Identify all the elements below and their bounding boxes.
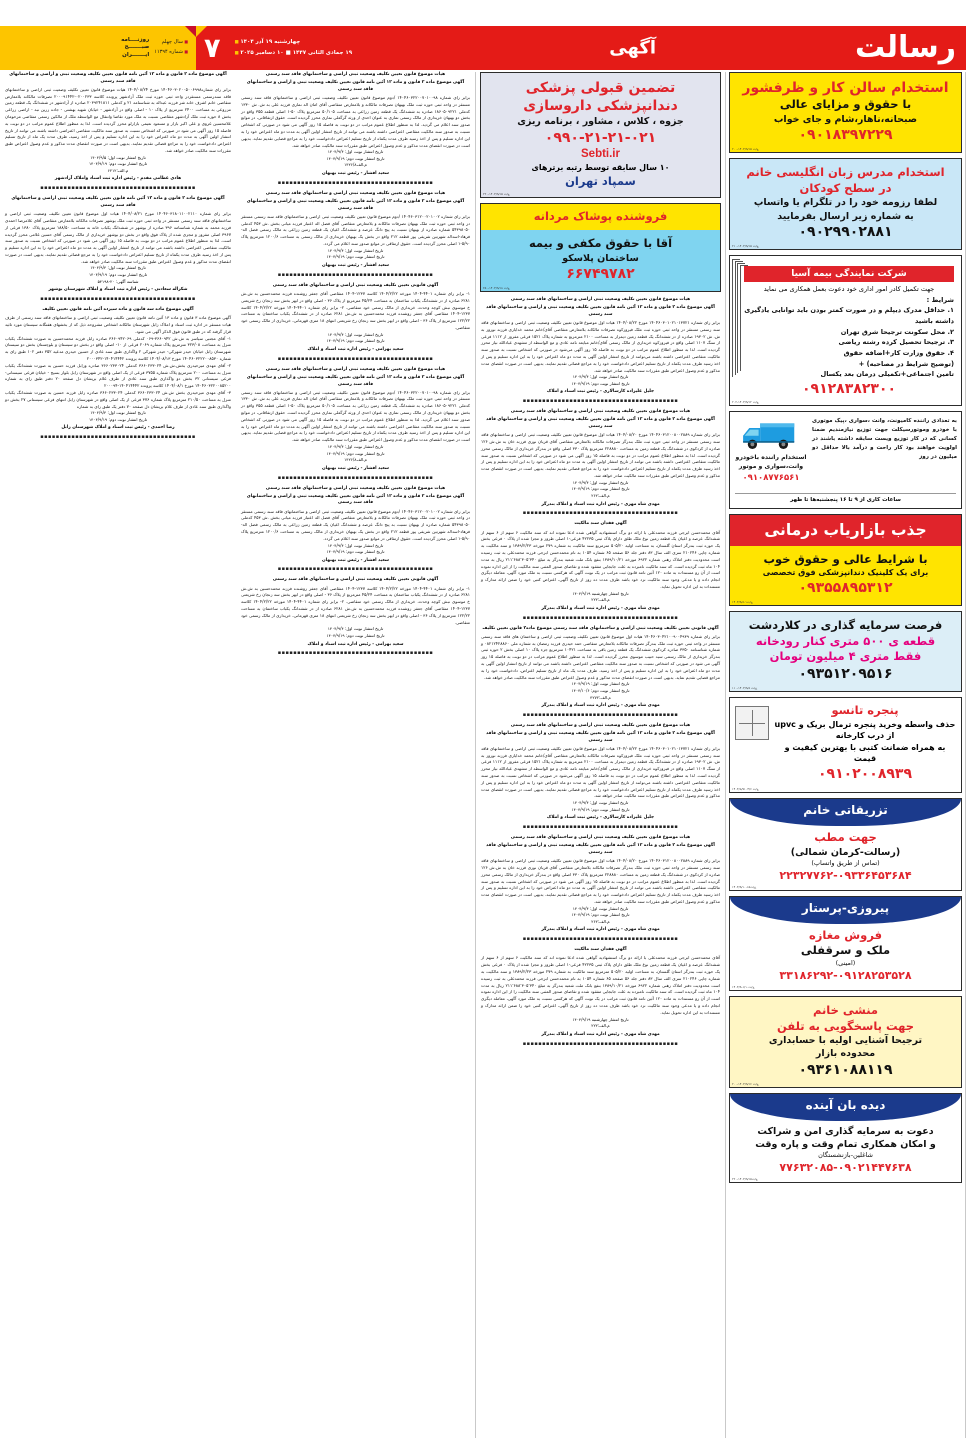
- notice-separator: ▪▪▪▪▪▪▪▪▪▪▪▪▪▪▪▪▪▪▪▪▪▪▪▪▪▪▪▪▪▪▪▪▪▪▪▪▪▪▪▪: [522, 399, 679, 405]
- ad-menswear-seller[interactable]: [480, 203, 721, 292]
- notice-heading: هیات موضوع قانون تعیین تکلیف وضعیت ثبتی اراضی و ساختمانهای فاقد سند رسمی: [265, 485, 446, 491]
- ad-body: [730, 826, 961, 890]
- ad-phone-number[interactable]: ۰۹۱۰۲۰۰۸۹۳۹: [818, 765, 912, 782]
- notice-subheading: آگهی موضوع ماده ۳ قانون و ماده ۱۳ آئین نامه قانون تعیین تکلیف وضعیت ثبتی و اراضی و ساختمانهای فاقد سند رسمی: [246, 199, 465, 211]
- condition-item: ۲. محل سکونت ترجیحا شرق تهران: [840, 327, 954, 336]
- window-text-line: از درب کارخانه: [835, 731, 895, 741]
- truck-caption-line: استخدام راننده باخودرو: [735, 454, 807, 462]
- notice-heading: هیات موضوع قانون تعیین تکلیف وضعیت ثبتی اراضی و ساختمانهای فاقد سند رسمی: [265, 190, 446, 196]
- notice-body-text: برابر رای شماره۱۴۰۴۶۰۳۰۲۰۰۵۰۰۶۹۹۸ مورخ ۱۴۰۴/۰۸/۲۴ هیات موضوع قانون تعیین تکلیف وضعیت ثبتی اراضی و ساختمانهای فاقد سندرسمی مستقردر واحد ثبتی حوزه ثبت ملک آزادشهر پرونده کلاسه ۰۲۰۰۲۳۳-۲۰۰۰۹۱۴۴۲ تصرفات مالکانه بلامعارض متقاضی خانم اشرف خانه شر فرزند عبداله به شناسنامه ۲۱ و کدملی ۲۰۳۹۲۴۱۸۱۱ صادره از آزادشهر در ششدانگ یک قطعه زمین مزروعی به مساحت ۲۴۰۰ مترمربع از پلاک ۱۰ - اصلی واقع در آزادشهر - خیابان شهید بهشتی - جاده زرین نبه - اراضی زراعی بخش ۸ حوزه ثبت ملک آزادشهر متقاضی نسبت به ملک مورد تقاضا وانتقال مع الواسطه ملک از مالکین رسمی متقاضی مرحومان غلامحسین غروی و علی اکبر بازار و مسعود نعیمی بازارلو محرز گردیده است. لذا به منظور اطلاع عموم مراتب در دو نوبت به فاصله ۱۵ روز آگهی می شود در صورتی که اشخاص نسبت به صدور سند مالکیت متقاضی اعتراضی داشته باشند می توانند از تاریخ انتشار اولین آگهی به مدت دو ماه اعتراض خود را به این اداره تسلیم و پس از اخذ رسید، ظرف مدت یک ماه از تاریخ تسلیم اعتراض دادخواست خود را به مراجع قضائی تقدیم نمایند. بدیهی است در صورت انقضای مدت مذکور و عدم وصول اعتراض طبق مقررات سند مالکیت صادر خواهد شد.: [5, 86, 232, 153]
- notice-signature: سعید افشار - رئیس ثبت بهبهان: [321, 557, 390, 563]
- ad-text-line: استخدام سالن کار و ظرفشور: [742, 80, 949, 96]
- ad-reference-stamp: خ/ت ۱۴۰۴/۹/۱۶-۲۰۰: [732, 1081, 759, 1086]
- notice-signature: سعید افشار - رئیس ثبت بهبهان: [321, 262, 390, 268]
- notice-publish-date-1: تاریخ انتشار نوبت اول: ۱۴۰۴/۹/۴: [327, 247, 384, 253]
- notice-publish-date-2: تاریخ انتشار نوبت دوم: ۱۴۰۴/۹/۱۹: [571, 806, 630, 812]
- notice-publish-date-1: تاریخ انتشار نوبت اول: ۱۴۰۴/۹/۴: [327, 444, 384, 450]
- notice-body-text: برابر رای شماره ۱۴۰۴۶۰۳۲۲۰۰۷۰۱۰۰۹۸ /دوم موضوع قانون تعیین تکلیف وضعیت ثبتی اراضی و ساختمانهای فاقد سند رسمی مستقر در واحد ثبتی حوزه ثبت ملک بهبهان تصرفات مالکانه و بلامعارض متقاضی آقای امان اله نماری فرزند علی به ش. ش ۱۳۳۰ کدملی ۱۸۶۰۵۰۹۲۲۱ صادره به ششدانگ یک قطعه زمین زراعی به مساحت ۵۰/۱۰۵ مترمربع پلاک ۵۰-۱ اصلی قطعه ۳۵۵ واقع در بخش دو بهبهان خریداری از مالک رسمی نماری به عنوان احدی از ورثه گرگعلی نماری محرز گردیده است. حقوق ارتفاقاتی، در موانع صدور سند اعلام می گردید. لذا به منظور اطلاع عموم مراتب در دو نوبت به فاصله ۱۵ روز آگهی می شود در صورتی که اشخاص نسبت به صدور سند مالکیت متقاضی اعتراضی داشته باشند می توانند از تاریخ انتشار اولین آگهی به مدت دو ماه اعتراض خود را به این اداره تسلیم و پس از اخذ رسید ظرف مدت یکماه از تاریخ تسلیم اعتراض دادخواست خود را به مراجع قضایی تقدیم نماید. بدیهی است در صورت انقضای مدت مذکور و عدم وصول اعتراض طبق مقررات سند مالکیت صادر خواهد شد.: [241, 389, 471, 443]
- window-brand-title: پنجره تانسو: [831, 702, 899, 717]
- notice-body-text: آگهی موضوع ماده ۳ قانون و ماده ۱۳ آئین نامه قانون تعیین تکلیف وضعیت ثبتی اراضی و ساختمانهای فاقد سند رسمی از طرف هیات مستقر در اداره ثبت اسناد و املاک زابل شهرستان مالکانه اشخاص مشروحه ذیل که از بخشهای هفتگانه سیستان مورد تائید قرار گرفته که در طبق قانون فوق الذکر آگهی می شود.: [5, 315, 231, 334]
- publisher-line-1: روزنــــامه: [121, 36, 150, 43]
- legal-notice: [240, 577, 471, 656]
- legal-notice: [480, 835, 721, 942]
- ad-reference-stamp: خ/ت ۱۴۰۴/۸/۹۱۰۴/۶: [732, 787, 759, 791]
- ad-body: [730, 612, 961, 691]
- publisher-line-2: صبـــــــح: [124, 44, 150, 51]
- notice-reference-code: م.الف:۲۶۲: [591, 492, 610, 498]
- notice-separator: ▪▪▪▪▪▪▪▪▪▪▪▪▪▪▪▪▪▪▪▪▪▪▪▪▪▪▪▪▪▪▪▪▪▪▪▪▪▪▪▪: [522, 825, 679, 831]
- truck-advert: [730, 412, 961, 492]
- notice-signature: مهدی شاه مهری - رئیس اداره ثبت اسناد و املاک بندرگز: [541, 501, 660, 507]
- ad-text-line: و امکان همکاری تمام وقت و پاره وقت: [755, 1139, 936, 1151]
- notice-heading: هیات موضوع قانون تعیین تکلیف وضعیت ثبتی اراضی و ساختمانهای فاقد سند رسمی: [510, 835, 691, 841]
- notice-publish-date-1: تاریخ انتشار چهارشنبه ۱۴۰۴/۹/۱۹: [572, 590, 629, 596]
- legal-notice: [240, 367, 471, 481]
- notices-column-right: [0, 72, 236, 1438]
- ad-text-line: جهت مطب: [814, 830, 877, 845]
- notice-reference-code: م.الف:۲۲۲: [591, 597, 610, 603]
- notices-column-center: [236, 72, 476, 1438]
- notice-publish-date-2: تاریخ انتشار نوبت دوم: ۱۴۰۴/۹/۱۹: [88, 161, 148, 167]
- page-content: [0, 72, 966, 1438]
- insurance-header: شرکت نمایندگی بیمه آسیا: [744, 266, 954, 282]
- notice-publish-date-1: تاریخ انتشار نوبت اول: ۱۴۰۴/۹/۴: [90, 410, 146, 416]
- ad-banner: دیده بان آینده: [730, 1094, 961, 1121]
- notice-signature: رضا احمدی - رئیس ثبت اسناد و املاک شهرستان زابل: [61, 425, 175, 431]
- ad-phone-number[interactable]: ۰۹۱۲۸۳۸۲۳۰۰: [802, 381, 896, 398]
- ad-text-line: ترجیحا آشنایی اولیه با حسابداری: [768, 1035, 923, 1047]
- notice-publish-date-1: تاریخ انتشار چهارشنبه ۱۴۰۴/۹/۱۹: [572, 1016, 629, 1022]
- ad-asia-insurance[interactable]: [729, 255, 962, 406]
- notice-signature: سعید افشار - رئیس ثبت بهبهان: [321, 465, 390, 471]
- notice-separator: ▪▪▪▪▪▪▪▪▪▪▪▪▪▪▪▪▪▪▪▪▪▪▪▪▪▪▪▪▪▪▪▪▪▪▪▪▪▪▪▪: [522, 1041, 679, 1047]
- ad-phone-number[interactable]: ۲۲۳۲۷۷۶۲-۰۹۳۳۶۴۵۳۶۸۴: [779, 868, 912, 882]
- notice-heading: آگهی موضوع ماده ۳ قانون و ماده ۱۳ آئین نامه قانون تعیین تکلیف وضعیت ثبتی اراضی و ساختمانهای فاقد سند رسمی: [11, 196, 225, 208]
- notices-column-left: [476, 72, 726, 1438]
- ad-banner: پیروزی-پرستار: [730, 897, 961, 924]
- masthead-date-block: [196, 26, 352, 70]
- section-title: آگهی: [609, 37, 656, 59]
- notice-signature: مهدی شاه مهری - رئیس اداره ثبت اسناد و املاک بندرگز: [541, 927, 660, 933]
- truck-hours: ساعات کاری از ۹ تا ۱۶ پنجشنبه‌ها تا ظهر: [735, 493, 956, 504]
- notice-publish-date-2: تاریخ انتشار نوبت دوم: ۱۴۰۴/۹/۱۹: [326, 155, 385, 161]
- notice-publish-date-2: تاریخ انتشار نوبت دوم: ۱۴۰۴/۹/۱۹: [88, 272, 148, 278]
- ad-phone-number[interactable]: ۰۹۳۶۱۰۸۸۱۱۹: [798, 1061, 893, 1078]
- condition-item: (توضیح شرایط در مصاحبه) +: [858, 359, 954, 368]
- notice-item: ۳- آقای مهدی میرحیدری بخش ش.ش ۳۶۶۰۲۳۳۰۲۴ کدملی ۳۶۶۰۲۳۳۰۲۴ صادره زابل فرزند حسین به صورت ششدانگ یکباب منزل به مساحت ۲۱۰/۵۰ مترمربع پلاک شماره ۳۷۶ فرعی از یک اصلی واقع در شهرستان زابل انتهای فرعی سیستانی ۲۷ بخش دو واگذاری طبق سند عادی از طرف غلام بریشان دل صفحه ۷۰ دفتر یک طبق رای به شماره: [5, 389, 231, 409]
- notice-publish-date-1: تاریخ انتشار نوبت اول: ۱۴۰۴/۹/۴: [327, 149, 384, 155]
- ad-text-line: ملک و سرقفلی: [800, 943, 891, 958]
- legal-notice: [480, 521, 721, 620]
- ad-reference-stamp: خ/ت ۱۴۰۴/۹/۱۲-۲۰۲: [732, 400, 759, 405]
- notice-publish-date-1: تاریخ انتشار نوبت اول: ۱۴۰۴/۹/۴: [90, 265, 146, 271]
- notice-body-text: آقای محمدحسن ابرجی فرزند محمدعلی با ارائه دو برگ استشهادیه گواهی شده ادعا نموده اند که سند مالکیت ۶ سهم از ۶ سهم از ششدانگ عرصه و اعیان یک قطعه زمین نوع ملک طلق دارای پلاک ثبتی ۴۲۲۳۵ فرعی-۱ اصلی طروز و مجزا شده از پلاک ۰ فرعی بخش یک حوزه ثبت بندرگز استان گلستان، به مساحت اولیه ۵۰۵/۲۰ مترمربع سند مالکیت به شماره ۲۷۹ مورخه ۱۳۸۹/۲/۲۳ و سند مالکیت به شماره چاپی ۲۱۰۲۴۶ سری الف سال ۸۳ دفتر جلد ۵۶ صفحه ۶۵ شماره ۱۰۵۴ به نام محمدحسن ابرجی فرزند محمدعلی به ثبت رسیده است محدودیت دفتر املاک رهنی شماره ۶۹۲۲ مورخه ۱۳۸۹/۱۰/۲۱ بنفع بانک ملت شعبه بندرگز به مبلغ ۲۱۱٬۶۸۸٬۳۰۵٬۳۴۰ ریال به مدت ۱۰۴ ماه ثبت گردیده است. که سند مالکیت نامبرده به علت جابجایی مفقود شده و تقاضای صدور المثنی سند مالکیت را از این اداره نموده است از آن رو مستندات به ماده ۱۲۰ آئین نامه قانون ثبت مراتب در یک نوبت آگهی که هرکسی نسبت به ملک مورد آگهی، معامله دیگری انجام داده و یا مدعی وجود سند مالکیت نزد خود باشد ظرف مدت ده روز از تاریخ آگهی، اعتراض کتبی خود را ضمن ارائه مدارک و مستندات به این اداره تحویل نماید.: [481, 955, 721, 1015]
- notice-separator: ▪▪▪▪▪▪▪▪▪▪▪▪▪▪▪▪▪▪▪▪▪▪▪▪▪▪▪▪▪▪▪▪▪▪▪▪▪▪▪▪: [277, 180, 434, 186]
- notice-heading: آگهی قانونی تعیین تکلیف وضعیت ثبتی اراضی و ساختمانهای فاقد سند رسمی: [272, 577, 439, 583]
- date-lunar-gregorian: ۱۹ جمادی الثانی ۱۴۴۷ ■ ۱۰ دسامبر ۲۰۲۵ ■: [234, 48, 352, 59]
- notice-heading: آگهی فقدان سند مالکیت: [574, 521, 627, 527]
- notice-body-text: برابر رای شماره ۱۴۰۴۶۰۳۰۱۰۲۱۰۱۳۷۲۱ مورخ ۱۴۰۴/۰۸/۲۲ هیات اول موضوع قانون تعیین تکلیف وضعیت ثبتی اراضی و ساختمانهای فاقد سند رسمی مستقر در واحد ثبتی حوزه ثبت ملک فیروزکوه تصرفات مالکانه بلامعارض متقاضی آقای/خانم محمد خدایاری فرزند نوروز به ش. ش ۱۹۳۰۲ صادره از در ششدانگ یک قطعه زمین دیمزار به مساحت ۲۱۰۰ مترمربع به شماره پلاک ۱۵۲۱ فرعی مفروز از ۱۱۱۲ فرعی از سنگ ۱۱۰۷ اصلی واقع در فیروزکوه خریداری از مالک رسمی آقای/خانم مبایعه نامه عادی و مع الواسطه از مشهدی عبادالله نیار محرز گردیده است. لذا به منظور اطلاع عموم مراتب در دو نوبت به فاصله ۱۵ روز آگهی می‌شود در صورتی که اشخاص نسبت به صدور سند مالکیت متقاضی اعتراضی داشته باشند می‌توانند از تاریخ انتشار اولین آگهی به مدت دو ماه اعتراض خود را به این اداره تسلیم و پس از اخذ رسید ظرف مدت یکماه از تاریخ تسلیم اعتراض دادخواست خود را به مراجع قضائی تقدیم نمایند. بدیهی است در صورت انقضای مدت مذکور و عدم وصول اعتراض طبق مقررات سند مالکیت صادر خواهد شد.: [481, 745, 721, 799]
- window-text-line: حذف واسطه وخرید پنجره ترمال بریک و upvc: [774, 719, 956, 729]
- ad-text-line: با حقوق و مزایای عالی: [779, 97, 912, 112]
- ad-banner: جذب بازاریاب درمانی: [730, 515, 961, 546]
- year-label: ■ سال چهلم: [154, 38, 188, 48]
- notice-body-text: برابر رای شماره ۱۴۰۴۶۰۳۱۲۰۰۲۰۱۰۰۲ /دوم موضوع قانون تعیین تکلیف وضعیت ثبتی اراضی و ساختمانهای فاقد سند رسمی مستقر در واحد ثبتی حوزه ثبت ملک بهبهان تصرفات مالکانه و بلامعارض متقاضی آقای فضل اله اعتبار فرزند میانی بخش .ش ۴۵۳ کدملی ۵۴۳۹۸۰۵۰ شماره صادره از بهبهان نسبت به پنج دانگ عرصه و ششدانگ اعیان یک قطعه زمین زراعی به مالک رسمی فضل اله- فرهاد-اسداله شهرتین شریفی پور قطعه ۲۱۲ واقع در بخش یک بهبهان خریداری از مالک رسمی به مساحت ۱۲۰۰/۶ مترمربع پلاک ۵/۹۰-۱ اصلی محرز گردیده است. حقوق ارتفاقی در موانع صدور سند اعلام می گردد.: [241, 213, 470, 247]
- masthead: [0, 26, 966, 70]
- notice-separator: ▪▪▪▪▪▪▪▪▪▪▪▪▪▪▪▪▪▪▪▪▪▪▪▪▪▪▪▪▪▪▪▪▪▪▪▪▪▪▪▪: [277, 475, 434, 481]
- ad-body: [730, 159, 961, 249]
- window-body: [774, 703, 956, 783]
- notice-signature: شکراله سعادتی - رئیس اداره ثبت اسناد و املاک شهرستان بوشهر: [48, 287, 188, 293]
- legal-notice: [480, 297, 721, 404]
- truck-icon-area: [734, 417, 808, 483]
- legal-notice: [240, 191, 471, 278]
- notice-publish-date-1: تاریخ انتشار نوبت اول: ۱۴۰۴/۹/۵: [90, 154, 146, 160]
- notice-subheading: آگهی موضوع ماده ۳ قانون و ماده ۱۳ آئین نامه قانون تعیین تکلیف وضعیت ثبتی و اراضی و ساختمانهای فاقد سند رسمی: [246, 493, 465, 506]
- ad-piroozi-shop[interactable]: [729, 896, 962, 991]
- notice-subheading: آگهی موضوع ماده ۳ قانون و ماده ۱۳ آئین نامه قانون تعیین تکلیف وضعیت ثبتی و اراضی و ساختمانهای فاقد سند رسمی: [246, 374, 465, 387]
- notice-publish-date-2: تاریخ انتشار نوبت دوم: ۱۴۰۴/۹/۱۹: [326, 338, 385, 344]
- ad-text-line: جزوه ، کلاس ، مشاور ، برنامه ریزی: [517, 116, 684, 128]
- notice-reference-code: شناسه آگهی: ۲۰-۵۴۱۹۸: [97, 278, 139, 284]
- notice-signature: سعید بهرامی - رئیس اداره ثبت اسناد و املاک: [307, 641, 404, 647]
- notice-body-text: برابر رای شماره ۱۴۰۴۶۰۳۱۸۰۱۱۰۰۲۱۱۰ مورخ ۱۴۰۴/۰۸/۲۱ هیات اول موضوع قانون تعیین تکلیف وضعیت ثبتی اراضی و ساختمانهای فاقد سند رسمی مستقر در واحد ثبتی حوزه ثبت ملک بوشهر تصرفات مالکانه بلامعارض متقاضی آقای غلامرضا احمدی فرزند محمد به شماره شناسنامه ۳۹۶ صادره از بوشهر در ششدانگ یکباب خانه به مساحت ۱۸۸/۵۰ مترمربع پلاک ۱۳۸۰ فرعی از ۳۹۶۷ اصلی مفروز و مجزی شده از پلاک فوق واقع در بخش دو بوشهر خریداری از مالک رسمی آقای حسین غلامی محرز گردیده است. لذا به منظور اطلاع عموم مراتب در دو نوبت به فاصله ۱۵ روز آگهی می شود در صورتی که اشخاص نسبت به صدور سند مالکیت متقاضی اعتراضی داشته باشند می توانند از تاریخ انتشار اولین آگهی به مدت دو ماه اعتراض خود را به این اداره تسلیم و پس از اخذ رسید ظرف مدت یکماه از تاریخ تسلیم اعتراض دادخواست خود را به مرجع قضائی تقدیم نمایند. بدیهی است در صورت انقضای مدت مذکور و عدم وصول اعتراض طبق مقررات سند مالکیت صادر خواهد شد.: [5, 211, 231, 264]
- ad-reference-stamp: خ/ت۱/۱۰-۱۴۰۴/۹: [732, 985, 755, 989]
- notice-publish-date-2: تاریخ انتشار نوبت دوم: ۱۴۰۴/۹/۱۹: [571, 912, 630, 918]
- notice-publish-date-2: تاریخ انتشار نوبت دوم: ۱۴۰۴/۹/۱۹: [571, 486, 630, 492]
- ad-reference-stamp: خ/ت ۱۴۰۴/۹/۱۵-۲۰۰: [732, 147, 759, 152]
- notice-publish-date-1: تاریخ انتشار نوبت اول: ۱۴۰۴/۹/۴: [572, 374, 629, 380]
- notice-body-text: برابر رای شماره ۱۴۰۴۶۰۳۱۲۰۰۲۰۱۰۰۲ /دوم موضوع قانون تعیین تکلیف وضعیت ثبتی اراضی و ساختمانهای فاقد سند رسمی مستقر در واحد ثبتی حوزه ثبت ملک بهبهان تصرفات مالکانه و بلامعارض متقاضی آقای فضل اله اعتبار فرزند میانی بخش .ش ۴۵۳ کدملی ۵۴۳۹۸۰۵۰ شماره صادره از بهبهان نسبت به پنج دانگ عرصه و ششدانگ اعیان یک قطعه زمین زراعی به مالک رسمی فضل اله- فرهاد-اسداله شهرتین شریفی پور قطعه ۲۱۲ واقع در بخش یک بهبهان خریداری از مالک رسمی به مساحت ۱۲۰۰/۶ مترمربع پلاک ۵/۹۰-۱ اصلی محرز گردیده است. حقوق ارتفاقی در موانع صدور سند اعلام می گردد.: [241, 508, 470, 541]
- ad-text-line: فروش مغازه: [808, 927, 883, 942]
- ad-reference-stamp: خ/ت۱-۱۴۰۴/۹/۸: [732, 600, 753, 605]
- notice-signature: سعید بهرامی - رئیس اداره ثبت اسناد و املاک: [307, 346, 404, 352]
- ad-body: [730, 924, 961, 990]
- ad-reference-stamp: خ/ت ۱۴۰۴/۹/۱۵-۲۱۰: [732, 244, 759, 248]
- ad-phone-number[interactable]: ۰۹۰۱۸۳۹۷۲۲۹: [798, 127, 893, 143]
- notice-subheading: آگهی موضوع ماده ۳ قانون و ماده ۱۳ آئین نامه قانون تعیین تکلیف وضعیت ثبتی و اراضی و ساختمانهای فاقد سند رسمی: [486, 417, 715, 430]
- notice-signature: مهدی شاه مهری - رئیس اداره ثبت اسناد و املاک بندرگز: [541, 703, 660, 709]
- ad-text-line: قطعه ی ۵۰۰ متری کنار رودخانه: [755, 633, 936, 648]
- masthead-publisher-block: [0, 26, 196, 70]
- ad-body: [730, 1121, 961, 1183]
- ad-phone-number[interactable]: ۶۶۷۴۹۷۸۲: [566, 265, 635, 282]
- ad-reference-stamp: خ/ت۱۵-۱۴۰۴/۹/۱۰: [732, 885, 757, 889]
- notice-signature: مهدی شاه مهری - رئیس اداره ثبت اسناد و املاک بندرگز: [541, 605, 660, 611]
- notice-body-text: ۱- برابر رای شماره ۴۴۰۱-۱۴۰۴ مورخه ۱۴۰۴/۲/۲۲ کلاسه ۱۲۳۷-۱۴۰۴ متقاضی آقای جعفر روشنده فرزند محمدحسین به ش.ش ۶۲۸۱ صادره از در ششدانگ یکباب ساختمان به مساحت ۴۵/۲۴ مترمربع از پلاک ۳۶ - اصلی واقع در ابهر بخش سه زنجان رخ شریعتی خ موسوی نبش کوچه وحدت، خریداری از مالک رسمی خود متقاضی. ۲- برابر رای شماره ۴۴۰۱-۱۴۰۴ مورخه ۱۴۰۴/۲/۲۲ کلاسه ۱۲۳۷-۱۴۰۴ متقاضی آقای جعفر روشنده فرزند محمدحسین به ش.ش ۶۲۸۱ صادره از در ششدانگ یکباب ساختمان به مساحت ۱۲۲/۲۲ مترمربع از پلاک ۳۶ - اصلی واقع در ابهر بخش سه زنجان رخ شریعتی انتهای ۱۸ متری قهرمانی، خریداری از مالک رسمی خود متقاضی.: [241, 290, 471, 330]
- notice-reference-code: م.الف:۲۲۲: [591, 1023, 610, 1029]
- notice-publish-date-2: تاریخ انتشار نوبت دوم: ۱۴۰۴/۹/۱۹: [326, 254, 385, 260]
- truck-caption: [735, 454, 806, 471]
- ad-phone-number[interactable]: ۰۹۳۵۱۲۰۹۵۱۶: [798, 665, 893, 682]
- issue-meta: [154, 38, 188, 57]
- ad-body: [481, 230, 720, 291]
- ad-phone-number[interactable]: ۳۳۱۸۶۲۹۲-۰۹۱۲۸۲۵۳۵۲۸: [779, 968, 912, 982]
- ad-reference-stamp: خ/ت ۱۴۰۴/۹/۸-۱۱۰: [732, 686, 758, 690]
- condition-item: ۳. ترجیحا تحصیل کرده رشته ریاضی: [838, 338, 954, 347]
- ad-text-line: استخدام مدرس زبان انگلیسی خانم: [746, 165, 945, 180]
- ad-phone-number[interactable]: ۰۹۹۰-۲۱-۲۱-۰۲۱: [544, 129, 657, 146]
- notice-separator: ▪▪▪▪▪▪▪▪▪▪▪▪▪▪▪▪▪▪▪▪▪▪▪▪▪▪▪▪▪▪▪▪▪▪▪▪▪▪▪▪: [40, 297, 196, 302]
- notice-separator: ▪▪▪▪▪▪▪▪▪▪▪▪▪▪▪▪▪▪▪▪▪▪▪▪▪▪▪▪▪▪▪▪▪▪▪▪▪▪▪▪: [277, 356, 434, 362]
- condition-item: ۴. حقوق وزارت کار+اضافه حقوق: [843, 349, 954, 358]
- notice-subheading: آگهی موضوع ماده ۳ قانون و ماده ۱۳ آئین نامه قانون تعیین تکلیف وضعیت ثبتی و اراضی و ساختمانهای فاقد سند رسمی: [486, 305, 715, 317]
- insurance-subtitle: جهت تکمیل کادر امور اداری خود دعوت بعمل همکاری می نماید: [763, 285, 935, 293]
- notice-heading: هیات موضوع قانون تعیین تکلیف وضعیت ثبتی اراضی و ساختمانهای فاقد سند رسمی: [510, 297, 691, 302]
- legal-notice: [240, 486, 471, 573]
- ad-reference-stamp: خ/ت۱۴۰۴/۹/۱۵-۲۲۰: [732, 1177, 758, 1182]
- ad-english-teacher[interactable]: [729, 158, 962, 250]
- legal-notice: [480, 409, 721, 516]
- ad-text-line: برای یک کلینیک دندانپزشکی فوق تخصصی: [762, 568, 929, 578]
- notice-separator: ▪▪▪▪▪▪▪▪▪▪▪▪▪▪▪▪▪▪▪▪▪▪▪▪▪▪▪▪▪▪▪▪▪▪▪▪▪▪▪▪: [522, 712, 679, 718]
- conditions-label: شرایط :: [926, 295, 954, 304]
- notice-body-text: ۱- برابر رای شماره ۴۴۰۱-۱۴۰۴ مورخه ۱۴۰۴/۲/۲۲ کلاسه ۱۲۳۷-۱۴۰۴ متقاضی آقای جعفر روشنده فرزند محمدحسین به ش.ش ۶۲۸۱ صادره از در ششدانگ یکباب ساختمان به مساحت ۴۵/۲۴ مترمربع از پلاک ۳۶ - اصلی واقع در ابهر بخش سه زنجان رخ شریعتی خ موسوی نبش کوچه وحدت، خریداری از مالک رسمی خود متقاضی. ۲- برابر رای شماره ۴۴۰۱-۱۴۰۴ مورخه ۱۴۰۴/۲/۲۲ کلاسه ۱۲۳۷-۱۴۰۴ متقاضی آقای جعفر روشنده فرزند محمدحسین به ش.ش ۶۲۸۱ صادره از در ششدانگ یکباب ساختمان به مساحت ۱۲۲/۲۲ مترمربع از پلاک ۳۶ - اصلی واقع در ابهر بخش سه زنجان رخ شریعتی انتهای ۱۸ متری قهرمانی، خریداری از مالک رسمی خود متقاضی.: [241, 585, 471, 625]
- publisher-info: [121, 37, 196, 59]
- corner-notch-right: [185, 26, 196, 37]
- ad-text-line: آقا با حقوق مکفی و بیمه: [528, 236, 673, 250]
- notice-publish-date-2: تاریخ انتشار نوبت دوم: ۱۴۰۴/۹/۱۹: [326, 549, 385, 555]
- notice-heading: آگهی فقدان سند مالکیت: [574, 947, 627, 953]
- stack-edge-3: [740, 265, 748, 371]
- insurance-conditions: [744, 295, 954, 380]
- notice-subheading: آگهی موضوع ماده ۳ قانون و ماده ۱۳ آئین نامه قانون تعیین تکلیف وضعیت ثبتی و اراضی و ساختمانهای فاقد سند رسمی: [486, 843, 715, 856]
- notice-heading: هیات موضوع قانون تعیین تکلیف وضعیت ثبتی اراضی و ساختمانهای فاقد سند رسمی: [510, 409, 691, 415]
- notice-publish-date-1: تاریخ انتشار نوبت اول: ۱۴۰۴/۹/۴: [572, 479, 629, 485]
- ad-text-line: (امینی): [835, 958, 856, 967]
- notice-heading: هیات موضوع قانون تعیین تکلیف وضعیت ثبتی اراضی و ساختمانهای فاقد سند رسمی: [510, 722, 691, 728]
- legal-notice: [480, 723, 721, 830]
- ad-phone-number[interactable]: ۰۹۰۲۹۹۰۲۸۸۱: [798, 223, 893, 240]
- notice-reference-code: م.الف۱۴۲۶/۸: [344, 457, 367, 463]
- truck-body-text: به تعدادی راننده کامیونت، وانت ،سواری ،پیک موتوری با خودرو وموتورسیکلت جهت توزیع نیازمندیم ضمنا کسانی که در کار توزیع ویست سابقه داشته باشند در اولویت خواهند بود کار راحت و درآمد بالا حداقل دو میلیون در روز: [812, 418, 957, 460]
- notice-heading: آگهی موضوع ماده ۳ قانون و ماده ۱۳ آئین نامه قانون تعیین تکلیف وضعیت ثبتی و اراضی و ساختمانهای فاقد سند رسمی: [9, 72, 227, 84]
- notice-publish-date-2: تاریخ انتشار نوبت دوم: ۱۴۰۴/۹/۱۹: [326, 632, 385, 638]
- ad-text-line: دندانپزشکی داروسازی: [523, 98, 678, 115]
- notice-item: ۲- آقای مهدی میرحیدری بخش.ش.ش ۳۶۶۰۲۳۳۰۲۴ کدملی ۳۶۶۰۲۳۳۰۲۴ صادره وزابل فرزند حسین به صورت ششدانگ یکباب منزل به مساحت ۲۰۰ مترمربع پلاک شماره ۳۷۵۵ فرعی از یک اصلی واقع در شهرستان زابل بلوار بسیج - خیابان فرعی سیستانی- فرعی سیستانی ۳۲ بخش دو واگذاری طبق سند عادی از طرف غلام بریشان دل صفحه ۲۰ دفتر طبق رای به شماره ۱۴۰۴۶۰۳۲۲۰۰۸۵۲۰۰ مورخ ۱۴۰۴/۰۸/۱ کلاسه پرونده ۱۴۰۴۱۴۴۴۲-۲۰۰۰۹۴: [5, 362, 231, 389]
- ads-column: [726, 72, 966, 1438]
- ad-text-line: با شرایط عالی و حقوق خوب: [763, 551, 928, 566]
- ad-text-line: لطفا رزومه خود را در تلگرام یا واتساپ: [753, 197, 938, 209]
- ad-body: [481, 73, 720, 197]
- notice-separator: ▪▪▪▪▪▪▪▪▪▪▪▪▪▪▪▪▪▪▪▪▪▪▪▪▪▪▪▪▪▪▪▪▪▪▪▪▪▪▪▪: [522, 937, 679, 943]
- legal-notice: [4, 72, 232, 191]
- notice-publish-date-1: تاریخ انتشار نوبت اول: ۱۴۰۴/۹/۴: [572, 800, 629, 806]
- legal-notice: [240, 283, 471, 362]
- notice-heading: آگهی قانونی تعیین تکلیف وضعیت ثبتی اراضی و ساختمانهای فاقد سند رسمی: [272, 282, 439, 288]
- notice-signature: هادی عظامی مقدم - رئیس اداره ثبت اسناد واملاک آزادشهر: [54, 176, 182, 182]
- ad-text-line: تضمین قبولی پزشکی: [525, 80, 676, 96]
- notice-heading: آگهی موضوع ماده سه قانون و ماده سیزده آئین نامه قانون تعیین تکلیف: [42, 307, 194, 312]
- legal-notice: [480, 626, 721, 718]
- ad-text-line: جهت پاسخگویی به تلفن: [776, 1018, 915, 1033]
- notice-reference-code: م.الف:۴۲۷۲: [590, 694, 611, 700]
- condition-item: تامین اجتماعی+تکمیلی درمان بعد یکسال: [820, 370, 954, 379]
- notice-body-text: برابر رای شماره ۱۴۰۴۶۰۳۰۱۰۲۱۰۱۳۷۲۱ مورخ ۱۴۰۴/۰۸/۲۲ هیات اول موضوع قانون تعیین تکلیف وضعیت ثبتی اراضی و ساختمانهای فاقد سند رسمی مستقر در واحد ثبتی حوزه ثبت ملک فیروزکوه تصرفات مالکانه بلامعارض متقاضی آقای/خانم محمد خدایاری فرزند نوروز به ش. ش ۱۹۳۰۲ صادره از در ششدانگ یک قطعه زمین دیمزار به مساحت ۲۱۰۰ مترمربع به شماره پلاک ۱۵۲۱ فرعی مفروز از ۱۱۱۲ فرعی از سنگ ۱۱۰۷ اصلی واقع در فیروزکوه خریداری از مالک رسمی آقای/خانم مبایعه نامه عادی و مع الواسطه از مشهدی عبادالله نیار محرز گردیده است. لذا به منظور اطلاع عموم مراتب در دو نوبت به فاصله ۱۵ روز آگهی می‌شود در صورتی که اشخاص نسبت به صدور سند مالکیت متقاضی اعتراضی داشته باشند می‌توانند از تاریخ انتشار اولین آگهی به مدت دو ماه اعتراض خود را به این اداره تسلیم و پس از اخذ رسید ظرف مدت یکماه از تاریخ تسلیم اعتراض دادخواست خود را به مراجع قضائی تقدیم نمایند. بدیهی است در صورت انقضای مدت مذکور و عدم وصول اعتراض طبق مقررات سند مالکیت صادر خواهد شد.: [481, 319, 721, 373]
- masthead-red-bar: [196, 26, 966, 70]
- ad-phone-number[interactable]: ۰۹۳۵۵۸۹۵۳۱۲: [798, 580, 893, 597]
- notice-heading: هیات موضوع قانون تعیین تکلیف وضعیت ثبتی اراضی و ساختمانهای فاقد سند رسمی: [265, 366, 446, 372]
- ad-text-line: شاغلین-بازنشستگان: [818, 1151, 873, 1160]
- window-text-line: به همراه ضمانت کتبی با بهترین کیفیت و قیمت: [784, 742, 946, 764]
- ad-secretary-lady[interactable]: [729, 996, 962, 1088]
- ad-text-line: (تماس از طریق واتساپ): [811, 858, 880, 867]
- date-solar: چهارشنبه ۱۹ آذر ۱۴۰۴ ■: [234, 37, 352, 48]
- notice-signature: جلیل علیزاده کارسالاری - رئیس ثبت اسناد و املاک: [546, 815, 655, 821]
- ad-top-text: فروشنده پوشاک مردانه: [533, 209, 668, 224]
- notice-body-text: آقای محمدحسن ابرجی فرزند محمدعلی با ارائه دو برگ استشهادیه گواهی شده ادعا نموده اند که سند مالکیت ۶ سهم از ۶ سهم از ششدانگ عرصه و اعیان یک قطعه زمین نوع ملک طلق دارای پلاک ثبتی ۴۲۲۳۵ فرعی-۱ اصلی طروز و مجزا شده از پلاک ۰ فرعی بخش یک حوزه ثبت بندرگز استان گلستان، به مساحت اولیه ۵۰۵/۲۰ مترمربع سند مالکیت به شماره ۲۷۹ مورخه ۱۳۸۹/۲/۲۳ و سند مالکیت به شماره چاپی ۲۱۰۲۴۶ سری الف سال ۸۳ دفتر جلد ۵۶ صفحه ۶۵ شماره ۱۰۵۴ به نام محمدحسن ابرجی فرزند محمدعلی به ثبت رسیده است محدودیت دفتر املاک رهنی شماره ۶۹۲۲ مورخه ۱۳۸۹/۱۰/۲۱ بنفع بانک ملت شعبه بندرگز به مبلغ ۲۱۱٬۶۸۸٬۳۰۵٬۳۴۰ ریال به مدت ۱۰۴ ماه ثبت گردیده است. که سند مالکیت نامبرده به علت جابجایی مفقود شده و تقاضای صدور المثنی سند مالکیت را از این اداره نموده است از آن رو مستندات به ماده ۱۲۰ آئین نامه قانون ثبت مراتب در یک نوبت آگهی که هرکسی نسبت به ملک مورد آگهی، معامله دیگری انجام داده و یا مدعی وجود سند مالکیت نزد خود باشد ظرف مدت ده روز از تاریخ آگهی، اعتراض کتبی خود را ضمن ارائه مدارک و مستندات به این اداره تحویل نماید.: [481, 529, 721, 589]
- ad-text-line: ساختمان پلاسکو: [562, 252, 639, 264]
- ad-text-line: محدوده بازار: [815, 1048, 876, 1060]
- notice-separator: ▪▪▪▪▪▪▪▪▪▪▪▪▪▪▪▪▪▪▪▪▪▪▪▪▪▪▪▪▪▪▪▪▪▪▪▪▪▪▪▪: [277, 567, 434, 573]
- notice-publish-date-2: تاریخ انتشار نوبت دوم: ۱۴۰۴/۹/۱۹: [88, 416, 148, 422]
- layered-card: [730, 256, 961, 405]
- notice-publish-date-2: تاریخ انتشار نوبت دوم: ۱۴۰۴/۱۰/۶: [571, 687, 630, 693]
- ad-top-band: [481, 204, 720, 230]
- notice-reference-code: م.الف:۲۶۲: [591, 918, 610, 924]
- ad-truck-driver[interactable]: [729, 411, 962, 509]
- ad-text-line: در سطح کودکان: [799, 180, 892, 195]
- publication-dates: [234, 37, 352, 59]
- ad-kelardasht-land[interactable]: [729, 611, 962, 692]
- ad-text-line: فرصت سرمایه گذاری در کلاردشت: [748, 618, 943, 633]
- notice-separator: ▪▪▪▪▪▪▪▪▪▪▪▪▪▪▪▪▪▪▪▪▪▪▪▪▪▪▪▪▪▪▪▪▪▪▪▪▪▪▪▪: [522, 615, 679, 621]
- ad-reference-stamp: خ/ت ۱۴۰۴/۹/۱۸-۲۵۰: [483, 286, 510, 290]
- notice-publish-date-1: تاریخ انتشار نوبت اول: ۱۴۰۴/۹/۱۹: [571, 681, 630, 687]
- notice-item: ۱- آقای مجتبی سیاسر به ش.ش ۳۶۶۰۹۴۲-۰۶۹ کدملی ۳۶۶۰۹۴۲۰۶۹ صادره زابل فرزند محمدحسین به صورت ششدانگ یکباب منزل به مساحت ۳۲۳/۰۸ مترمربع پلاک شماره ۲۰۶۹ فرعی از ۱۰- اصلی واقع در بخش دو سیستان و بلوچستان بخش دو سیستان شهرستان زابل خیابان حیدر شهرکی- حیدر شهرکی ۲ واگذاری طبق سند عادی از حسین حیدری مدعیه ۳۵۲ دفتر ۱۰۲ طبق رای به شماره ۱۴۰۴۶۰۳۲۲۲۰۰۸۵۳۰ مورخ ۱۴۰۴/۰۸/۱۳ کلاسه پرونده ۱۴۰۴۱۴۴۴۲-۲۰۰۰۳۴۲: [5, 335, 231, 361]
- truck-icon: [740, 417, 802, 453]
- paper-logo: رسالت: [854, 30, 956, 65]
- notice-signature: جلیل علیزاده کارسالاری - رئیس ثبت اسناد و املاک: [546, 389, 655, 395]
- notice-separator: ▪▪▪▪▪▪▪▪▪▪▪▪▪▪▪▪▪▪▪▪▪▪▪▪▪▪▪▪▪▪▪▪▪▪▪▪▪▪▪▪: [40, 186, 196, 192]
- ad-website-link[interactable]: Sebti.ir: [581, 147, 620, 160]
- truck-caption-line: وانت،سواری و موتور: [738, 462, 804, 470]
- ad-medical-exam-guarantee[interactable]: [480, 72, 721, 198]
- page-number: ۷: [204, 32, 221, 64]
- legal-notice: [480, 947, 721, 1046]
- notice-body-text: برابر رای شماره ۱۴۰۴۶۰۳۱۲۰۰۸۰۰۲۸۸۹ مورخ ۱۴۰۴/۰۸/۲۰ هیات اول موضوع قانون تعیین تکلیف وضعیت ثبتی اراضی و ساختمانهای فاقد سند رسمی مستقر در واحد ثبتی حوزه ثبت ملک بندرگز تصرفات مالکانه بلامعارض متقاضی آقای قربان نوری فرزند خان به ش.ش ۱۲۶ صادره از کردکوی در ششدانگ یک قطعه زمین به مساحت ۲۲۸۸۸۰ مترمربع پلاک ۳۳۰ اصلی واقع در بندرگز خریداری از مالک رسمی محرز گردیده است. لذا به منظور اطلاع عموم مراتب در دو نوبت به فاصله ۱۵ روز آگهی می شود در صورتی که اشخاص نسبت به صدور سند مالکیت متقاضی اعتراضی داشته باشند می توانند از تاریخ انتشار اولین آگهی به مدت دو ماه اعتراض خود را به این اداره تسلیم و پس از اخذ رسید ظرف مدت یکماه از تاریخ تسلیم اعتراض دادخواست خود را به مراجع قضائی تقدیم نمایند. بدیهی است در صورت انقضای مدت مذکور و عدم وصول اعتراض طبق مقررات سند مالکیت صادر خواهد شد.: [481, 858, 721, 904]
- notice-reference-code: م.الف۱۴۲۶/۸: [344, 162, 367, 168]
- legal-notice: [4, 307, 232, 440]
- ad-reference-stamp: خ/ت ۱۴۰۴/۹/۱۵-۲۲۰: [483, 192, 510, 197]
- corner-notch-left: [196, 26, 207, 37]
- notice-subheading: آگهی موضوع ماده ۳ قانون و ماده ۱۳ آئین نامه قانون تعیین تکلیف وضعیت ثبتی و اراضی و ساختمانهای فاقد سند رسمی: [486, 731, 715, 743]
- condition-item: ۱. حداقل مدرک دیپلم و در صورت کمتر بودن باید توانایی یادگیری داشته باشید: [744, 306, 954, 326]
- notice-separator: ▪▪▪▪▪▪▪▪▪▪▪▪▪▪▪▪▪▪▪▪▪▪▪▪▪▪▪▪▪▪▪▪▪▪▪▪▪▪▪▪: [40, 435, 196, 441]
- ad-text-line: (رسالت-کرمان شمالی): [790, 846, 901, 858]
- notice-publish-date-1: تاریخ انتشار نوبت اول: ۱۴۰۴/۹/۴: [327, 626, 384, 632]
- publisher-line-3: ایـــــــران: [122, 51, 150, 58]
- notice-heading: آگهی قانونی تعیین تکلیف وضعیت ثبتی اراضی و ساختمانهای فاقد سند رسمی موضوع ماده۳ قانون تعیین تکلیف: [482, 625, 719, 631]
- notice-publish-date-2: تاریخ انتشار نوبت دوم: ۱۴۰۴/۹/۱۹: [326, 450, 385, 456]
- ad-tanso-window[interactable]: [729, 697, 962, 793]
- legal-notice: [240, 72, 471, 186]
- publisher-name-stack: [121, 37, 149, 59]
- issue-label: ■ شماره ۱۱۳۹۴: [154, 48, 188, 58]
- notice-reference-code: م.الف:۶۲۱۲: [107, 167, 129, 173]
- ad-didehban-ayandeh[interactable]: [729, 1093, 962, 1184]
- legal-notice: [4, 196, 232, 302]
- notice-publish-date-1: تاریخ انتشار نوبت اول: ۱۴۰۴/۹/۴: [327, 542, 384, 548]
- ad-text-line: صبحانه،ناهار،شام و جای خواب: [773, 113, 918, 125]
- ad-body: [730, 546, 961, 605]
- ad-body: [730, 73, 961, 152]
- ad-phone-number[interactable]: ۰۹۱۰۸۷۷۶۵۶۱: [742, 472, 800, 483]
- notice-separator: ▪▪▪▪▪▪▪▪▪▪▪▪▪▪▪▪▪▪▪▪▪▪▪▪▪▪▪▪▪▪▪▪▪▪▪▪▪▪▪▪: [522, 511, 679, 517]
- ad-tagline: ۱۰ سال سابقه توسط رتبه برترهای: [531, 163, 670, 173]
- ad-marketer-dental[interactable]: [729, 514, 962, 606]
- notice-publish-date-2: تاریخ انتشار نوبت دوم: ۱۴۰۴/۹/۱۹: [571, 380, 630, 386]
- notice-signature: مهدی شاه مهری - رئیس اداره ثبت اسناد و املاک بندرگز: [541, 1031, 660, 1037]
- notice-separator: ▪▪▪▪▪▪▪▪▪▪▪▪▪▪▪▪▪▪▪▪▪▪▪▪▪▪▪▪▪▪▪▪▪▪▪▪▪▪▪▪: [277, 272, 434, 278]
- ad-text-line: به شماره زیر ارسال بفرمایید: [777, 210, 914, 222]
- notice-subheading: آگهی موضوع ماده ۳ قانون و ماده ۱۳ آئین نامه قانون تعیین تکلیف وضعیت ثبتی و اراضی و ساختمانهای فاقد سند رسمی: [246, 80, 465, 92]
- notice-body-text: برابر رای شماره ۱۴۰۴۶۰۳۰۴۲۱۰۰۹۰۰۴۹۳۹ هیات اول موضوع قانون تعیین تکلیف وضعیت ثبتی اراضی و ساختمان های فاقد سند رسمی مستقر در واحد ثبتی حوزه ثبت ملک بندرگز تصرفات مالکانه بلامعارض متقاضی حمد حیدری فرزند رمضان به شماره ملی ۰۸۲۱۲۴۲۸۸۶۰ و شماره شناسنامه ۳۳۵۰ صادره کردکوی ششدانگ یک قطعه زمین باقی به مساحت ۱۰۴۲۱ مترمربع جزء پلاک ۱۰ اصلی بخش ۲ حوزه ثبتی بندرگز خریداری از مالک رسمی سید حبیب موسوی محرز گردیده است. لذا به منظور اطلاع عموم مراتب در دو نوبت به فاصله ۱۵ روز آگهی می شود در صورتی که اشخاص نسبت به صدور سند مالکیت متقاضی اعتراضی داشته باشند می توانند از تاریخ انتشار اولین آگهی به مدت دو ماه اعتراض خود را به این اداره تسلیم و پس از اخذ رسید. ظرف مدت یک ماه از تاریخ تسلیم اعتراض، دادخواست خود را به مراجع قضایی تقدیم نماید. بدیهی است در صورت انقضای مدت مذکور و عدم وصول اعتراض طبق مقررات سند مالکیت صادر خواهد شد.: [481, 633, 720, 680]
- ad-text-line: دعوت به سرمایه گذاری امن و شراکت: [757, 1125, 934, 1137]
- notice-publish-date-1: تاریخ انتشار نوبت اول: ۱۴۰۴/۹/۴: [572, 905, 629, 911]
- notice-publish-date-1: تاریخ انتشار نوبت اول: ۱۴۰۴/۹/۴: [327, 331, 384, 337]
- ad-banner: تزریقاتی خانم: [730, 799, 961, 826]
- ad-body: [730, 997, 961, 1087]
- ad-text-line: منشی خانم: [812, 1003, 879, 1017]
- notice-heading: هیات موضوع قانون تعیین تکلیف وضعیت ثبتی اراضی و ساختمانهای فاقد سند رسمی: [265, 72, 446, 77]
- notice-body-text: برابر رای شماره ۱۴۰۴۶۰۳۲۲۰۰۷۰۱۰۰۹۸ /دوم موضوع قانون تعیین تکلیف وضعیت ثبتی اراضی و ساختمانهای فاقد سند رسمی مستقر در واحد ثبتی حوزه ثبت ملک بهبهان تصرفات مالکانه و بلامعارض متقاضی آقای امان اله نماری فرزند علی به ش. ش ۱۳۳۰ کدملی ۱۸۶۰۵۰۹۲۲۱ صادره به ششدانگ یک قطعه زمین زراعی به مساحت ۵۰/۱۰۵ مترمربع پلاک ۵۰-۱ اصلی قطعه ۳۵۵ واقع در بخش دو بهبهان خریداری از مالک رسمی نماری به عنوان احدی از ورثه گرگعلی نماری محرز گردیده است. حقوق ارتفاقاتی، در موانع صدور سند اعلام می گردید. لذا به منظور اطلاع عموم مراتب در دو نوبت به فاصله ۱۵ روز آگهی می شود در صورتی که اشخاص نسبت به صدور سند مالکیت متقاضی اعتراضی داشته باشند می توانند از تاریخ انتشار اولین آگهی به مدت دو ماه اعتراض خود را به این اداره تسلیم و پس از اخذ رسید ظرف مدت یکماه از تاریخ تسلیم اعتراض دادخواست خود را به مراجع قضایی تقدیم نماید. بدیهی است در صورت انقضای مدت مذکور و عدم وصول اعتراض طبق مقررات سند مالکیت صادر خواهد شد.: [241, 94, 471, 148]
- ad-salon-kar[interactable]: [729, 72, 962, 153]
- ad-brand-name: سمپاد تهران: [565, 173, 636, 188]
- notice-body-text: برابر رای شماره ۱۴۰۴۶۰۳۱۲۰۰۸۰۰۲۸۸۹ مورخ ۱۴۰۴/۰۸/۲۰ هیات اول موضوع قانون تعیین تکلیف وضعیت ثبتی اراضی و ساختمانهای فاقد سند رسمی مستقر در واحد ثبتی حوزه ثبت ملک بندرگز تصرفات مالکانه بلامعارض متقاضی آقای قربان نوری فرزند خان به ش.ش ۱۲۶ صادره از کردکوی در ششدانگ یک قطعه زمین به مساحت ۲۲۸۸۸۰ مترمربع پلاک ۳۳۰ اصلی واقع در بندرگز خریداری از مالک رسمی محرز گردیده است. لذا به منظور اطلاع عموم مراتب در دو نوبت به فاصله ۱۵ روز آگهی می شود در صورتی که اشخاص نسبت به صدور سند مالکیت متقاضی اعتراضی داشته باشند می توانند از تاریخ انتشار اولین آگهی به مدت دو ماه اعتراض خود را به این اداره تسلیم و پس از اخذ رسید ظرف مدت یکماه از تاریخ تسلیم اعتراض دادخواست خود را به مراجع قضائی تقدیم نمایند. بدیهی است در صورت انقضای مدت مذکور و عدم وصول اعتراض طبق مقررات سند مالکیت صادر خواهد شد.: [481, 432, 721, 479]
- window-advert: [730, 698, 961, 792]
- window-icon: [735, 706, 769, 740]
- ad-text-line: فقط متری ۴ میلیون تومان: [769, 649, 922, 664]
- notice-signature: سعید افشار - رئیس ثبت بهبهان: [321, 170, 390, 176]
- ad-injection-nurse[interactable]: [729, 798, 962, 891]
- ad-phone-number[interactable]: ۷۷۶۳۲۰۸۵-۰۹۰۲۱۴۴۷۶۳۸: [779, 1161, 912, 1175]
- notice-separator: ▪▪▪▪▪▪▪▪▪▪▪▪▪▪▪▪▪▪▪▪▪▪▪▪▪▪▪▪▪▪▪▪▪▪▪▪▪▪▪▪: [277, 651, 434, 657]
